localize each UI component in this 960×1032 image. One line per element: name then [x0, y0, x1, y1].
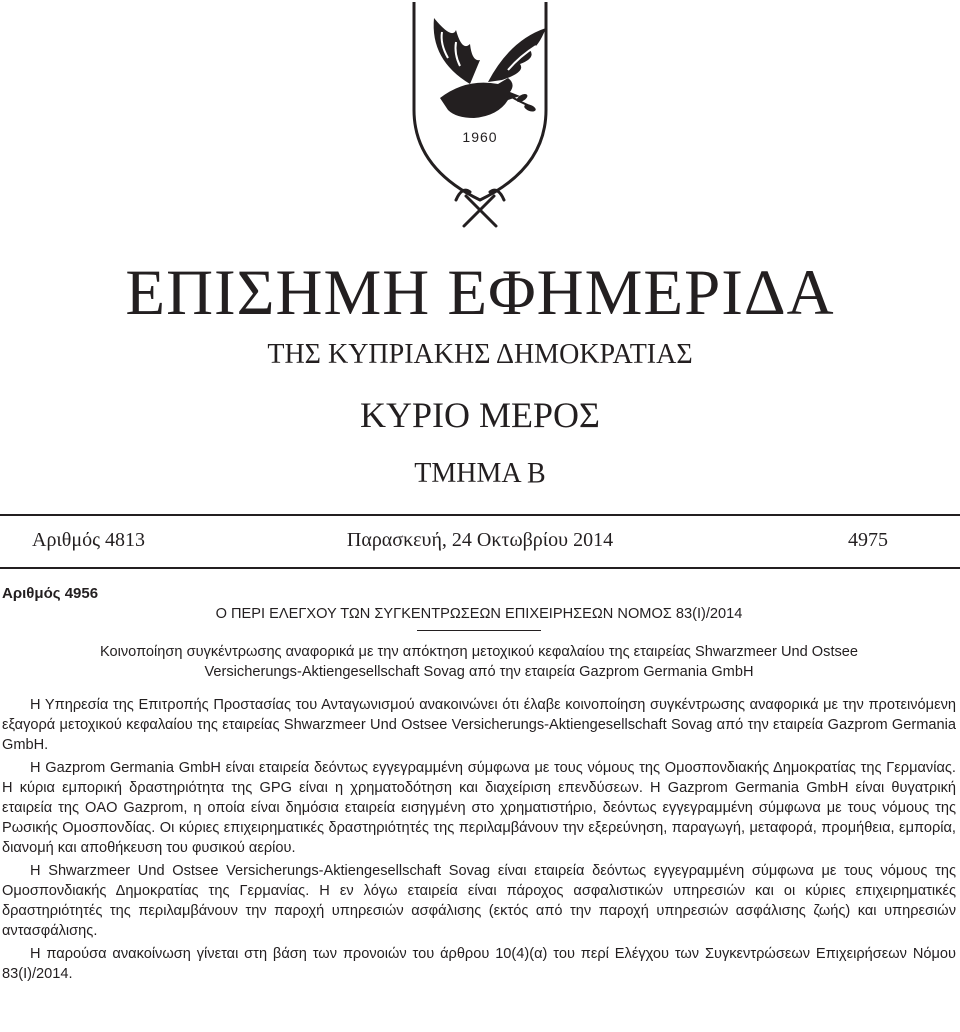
issue-rule-top	[0, 514, 960, 516]
notice-heading-line-1: Κοινοποίηση συγκέντρωσης αναφορικά με την απόκτηση μετοχικού κεφαλαίου της εταιρείας Shwarzmeer Und Ostsee	[99, 644, 859, 660]
issue-rule-bottom	[0, 567, 960, 569]
notice-heading	[2, 642, 956, 682]
divider	[417, 630, 541, 631]
notice-body	[2, 584, 956, 987]
gazette-subtitle: ΤΗΣ ΚΥΠΡΙΑΚΗΣ ΔΗΜΟΚΡΑΤΙΑΣ	[267, 339, 693, 370]
notice-heading-line-2: Versicherungs-Aktiengesellschaft Sovag από την εταιρεία Gazprom Germania GmbH	[204, 664, 754, 680]
notice-number: Αριθμός 4956	[2, 585, 99, 602]
emblem-year: 1960	[462, 129, 498, 145]
issue-date: Παρασκευή, 24 Οκτωβρίου 2014	[346, 529, 614, 551]
page-number: 4975	[848, 529, 888, 551]
gazette-section: ΤΜΗΜΑ Β	[414, 458, 546, 489]
paragraph: Η παρούσα ανακοίνωση γίνεται στη βάση των προνοιών του άρθρου 10(4)(α) του περί Ελέγχου των Συγκεντρώσεων Επιχειρήσεων Νόμου 83(Ι)/2014.	[2, 946, 956, 982]
gazette-part: ΚΥΡΙΟ ΜΕΡΟΣ	[360, 395, 600, 435]
issue-info-row	[0, 524, 960, 556]
gazette-title: ΕΠΙΣΗΜΗ ΕΦΗΜΕΡΙΔΑ	[125, 257, 835, 329]
law-title: Ο ΠΕΡΙ ΕΛΕΓΧΟΥ ΤΩΝ ΣΥΓΚΕΝΤΡΩΣΕΩΝ ΕΠΙΧΕΙΡΗΣΕΩΝ ΝΟΜΟΣ 83(Ι)/2014	[215, 606, 743, 622]
paragraph: Η Gazprom Germania GmbH είναι εταιρεία δεόντως εγγεγραμμένη σύμφωνα με τους νόμους της Ομοσπονδιακής Δημοκρατίας της Γερμανίας. Η κύρια εμπορική δραστηριότητα της GPG είναι η χρηματοδότηση και διαχείριση επενδύσεων. Η Gazprom Germania GmbH είναι θυγατρική εταιρεία της OAO Gazprom, η οποία είναι δημόσια εταιρεία εισηγμένη στο χρηματιστήριο, δεόντως εγγεγραμμένη σύμφωνα με τους νόμους της Ρωσικής Ομοσπονδίας. Οι κύριες επιχειρηματικές δραστηριότητές της περιλαμβάνουν την εξερεύνηση, παραγωγή, μεταφορά, προμήθεια, εμπορία, διανομή και αποθήκευση του φυσικού αερίου.	[2, 760, 956, 856]
issue-number: Αριθμός 4813	[32, 529, 146, 551]
cyprus-coat-of-arms-icon	[370, 0, 590, 240]
paragraph: Η Υπηρεσία της Επιτροπής Προστασίας του Ανταγωνισμού ανακοινώνει ότι έλαβε κοινοποίηση συγκέντρωσης αναφορικά με την προτεινόμενη εξαγορά μετοχικού κεφαλαίου της εταιρείας Shwarzmeer Und Ostsee Versicherungs-Aktiengesellschaft Sovag από την εταιρεία Gazprom Germania GmbH.	[2, 697, 956, 753]
paragraph: Η Shwarzmeer Und Ostsee Versicherungs-Aktiengesellschaft Sovag είναι εταιρεία δεόντως εγγεγραμμένη σύμφωνα με τους νόμους της Ομοσπονδιακής Δημοκρατίας της Γερμανίας. Η εν λόγω εταιρεία είναι πάροχος ασφαλιστικών υπηρεσιών και οι κύριες επιχειρηματικές δραστηριότητές της περιλαμβάνουν την παροχή υπηρεσιών ασφάλισης (εκτός από την παροχή υπηρεσιών ασφάλισης ζωής) και υπηρεσιών αντασφάλισης.	[2, 863, 956, 939]
